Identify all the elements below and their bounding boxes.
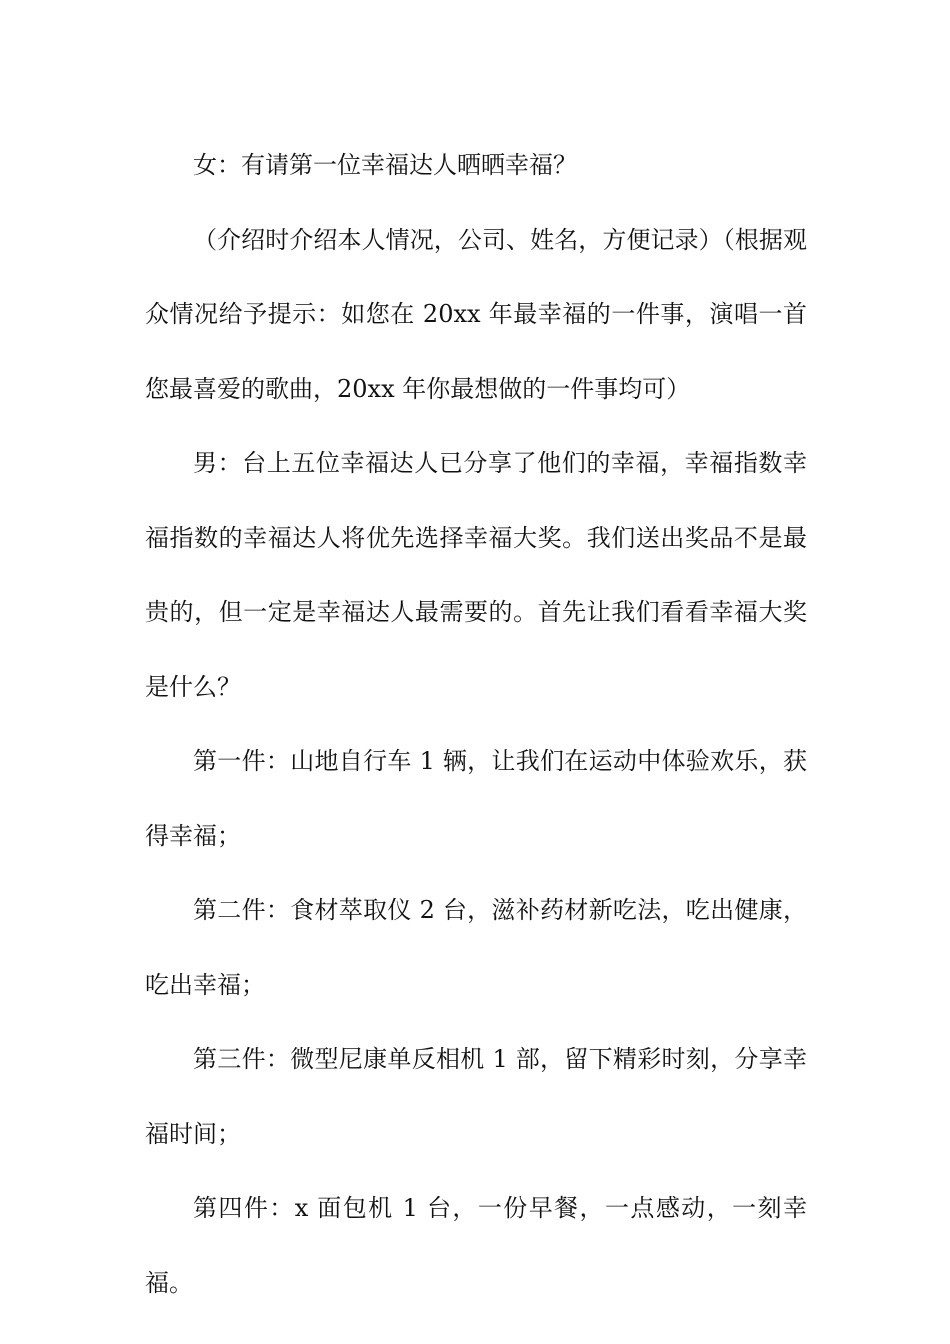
paragraph-prize-one: 第一件：山地自行车 1 辆，让我们在运动中体验欢乐，获得幸福； xyxy=(145,747,807,850)
paragraph-prize-three: 第三件：微型尼康单反相机 1 部，留下精彩时刻，分享幸福时间； xyxy=(145,1045,807,1148)
paragraph-host-female-invite: 女：有请第一位幸福达人晒晒幸福？ xyxy=(193,151,577,179)
paragraph-prize-two: 第二件：食材萃取仪 2 台，滋补药材新吃法，吃出健康，吃出幸福； xyxy=(145,896,807,999)
paragraph-host-male-prizes: 男：台上五位幸福达人已分享了他们的幸福，幸福指数幸福指数的幸福达人将优先选择幸福大奖。我们送出奖品不是最贵的，但一定是幸福达人最需要的。首先让我们看看幸福大奖是什么？ xyxy=(145,449,807,701)
paragraph-prize-four: 第四件：x 面包机 1 台，一份早餐，一点感动，一刻幸福。 xyxy=(145,1194,807,1297)
paragraph-introduction-note: （介绍时介绍本人情况，公司、姓名，方便记录）（根据观众情况给予提示：如您在 20xx 年最幸福的一件事，演唱一首您最喜爱的歌曲，20xx 年你最想做的一件事均可） xyxy=(145,225,807,403)
document-body xyxy=(145,128,807,1320)
